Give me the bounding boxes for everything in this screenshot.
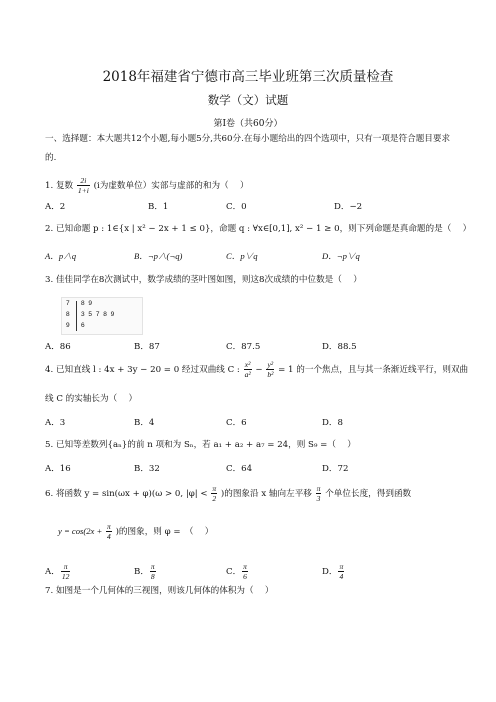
option-b: B．32: [134, 464, 160, 474]
question-stem: 如图是一个几何体的三视图，则该几何体的体积为（ ）: [55, 586, 274, 596]
fraction: [316, 484, 322, 503]
question-stem-mid: )的图象沿 x 轴向左平移: [220, 489, 312, 499]
option-c: C．0: [226, 202, 247, 212]
question-4-line-2: 线 C 的实轴长为（ ）: [45, 394, 138, 404]
stem-value: 7: [66, 300, 70, 307]
question-4: [45, 360, 468, 379]
question-number: 3.: [45, 275, 54, 285]
stem-value: 9: [66, 322, 70, 329]
fraction-denominator: 4: [107, 532, 111, 541]
fraction-denominator: a²: [244, 370, 251, 379]
option-a: A．3: [45, 418, 66, 428]
fraction: [211, 484, 217, 503]
option-c: C．64: [226, 464, 253, 474]
option-label: B．: [134, 567, 149, 577]
exam-subtitle: 数学（文）试题: [207, 93, 289, 107]
question-2: [45, 222, 471, 234]
option-label: D．: [322, 567, 338, 577]
leaf-values: 3 5 7 8 9: [81, 311, 115, 318]
fraction-numerator: π: [212, 484, 217, 493]
question-6-line-2: [58, 522, 213, 541]
question-number: 1.: [45, 181, 54, 191]
question-number: 4.: [45, 365, 54, 375]
stem-leaf-plot: [61, 297, 143, 335]
question-1: [45, 176, 249, 195]
question-stem: 佳佳同学在8次测试中，数学成绩的茎叶图如图，则这8次成绩的中位数是（ ）: [55, 275, 362, 285]
option-b: B．1: [148, 202, 169, 212]
fraction-numerator: π: [243, 562, 247, 571]
fraction-numerator: π: [150, 562, 155, 571]
fraction: [244, 360, 252, 379]
option-a: A．2: [45, 202, 66, 212]
fraction-numerator: y²: [267, 360, 274, 369]
fraction-numerator: 2i: [77, 176, 90, 186]
option-c: [226, 562, 249, 581]
fraction-denominator: 2: [212, 494, 217, 503]
leaf-values: 6: [81, 322, 85, 329]
fraction-denominator: 12: [61, 572, 70, 581]
question-stem-pre: 复数: [55, 181, 74, 191]
fraction: [150, 562, 156, 581]
fraction-numerator: x²: [244, 360, 251, 369]
question-5: [45, 438, 356, 450]
fraction-denominator: 4: [339, 572, 344, 581]
fraction-numerator: π: [316, 484, 321, 493]
question-stem: 已知命题 p : 1∈{x | x² − 2x + 1 ≤ 0}，命题 q : ∀x∈[0,1], x² − 1 ≥ 0，则下列命题是真命题的是（ ）: [55, 224, 472, 234]
fraction: [242, 562, 248, 581]
option-a: [45, 562, 71, 581]
option-d: D．72: [322, 464, 349, 474]
option-d: [322, 562, 345, 581]
leaf-values: 8 9: [81, 300, 93, 307]
question-stem-pre: 将函数 y = sin(ωx + φ)(ω > 0, |φ| <: [55, 489, 208, 499]
option-b: [134, 562, 157, 581]
stem-divider: [76, 301, 77, 331]
fraction: [266, 360, 274, 379]
fraction-denominator: 3: [316, 494, 321, 503]
question-number: 7.: [45, 586, 54, 596]
option-d: D．¬p∨q: [322, 251, 360, 261]
option-d: D．−2: [334, 202, 363, 212]
fraction-denominator: 8: [150, 572, 155, 581]
fraction: [106, 522, 112, 541]
fraction: [61, 562, 71, 581]
option-b: B．4: [134, 418, 155, 428]
question-number: 6.: [45, 489, 54, 499]
option-label: C．: [226, 567, 242, 577]
question-6: [45, 484, 411, 503]
question-stem-pre: 已知直线 l : 4x + 3y − 20 = 0 经过双曲线 C :: [55, 365, 240, 375]
stem-value: 8: [66, 311, 70, 318]
question-stem: 已知等差数列{aₙ}的前 n 项和为 Sₙ，若 a₁ + a₂ + a₇ = 24，则 S₉ =（ ）: [55, 440, 356, 450]
question-number: 2.: [45, 224, 54, 234]
option-d: D．8: [322, 418, 343, 428]
fraction-denominator: 1+i: [77, 186, 89, 195]
option-c: C．87.5: [226, 342, 261, 352]
option-c: C．6: [226, 418, 247, 428]
fraction: [77, 176, 90, 195]
option-a: A．86: [45, 342, 71, 352]
fraction-numerator: π: [107, 522, 111, 531]
question-stem-post: 个单位长度，得到函数: [325, 489, 412, 499]
section-instructions: 一、选择题：本大题共12个小题,每小题5分,共60分.在每小题给出的四个选项中，只有一项是符合题目要求的.: [45, 134, 451, 163]
question-number: 5.: [45, 440, 54, 450]
exam-title: 2018年福建省宁德市高三毕业班第三次质量检查: [102, 69, 394, 85]
formula-pre: y = cos(2x +: [58, 526, 103, 536]
fraction: [338, 562, 344, 581]
option-d: D．88.5: [322, 342, 357, 352]
question-stem-post: (i为虚数单位）实部与虚部的和为（ ）: [93, 181, 249, 191]
option-label: A．: [45, 567, 60, 577]
fraction-numerator: π: [61, 562, 71, 572]
fraction-denominator: b²: [267, 370, 274, 379]
fraction-numerator: π: [339, 562, 344, 571]
formula-post: )的图象，则 φ = （ ）: [115, 527, 214, 537]
fraction-denominator: 6: [243, 572, 247, 581]
part-heading: 第Ⅰ卷（共60分）: [213, 119, 283, 129]
option-b: B．¬p∧(¬q): [134, 251, 183, 261]
option-c: C．p∨q: [226, 251, 258, 261]
question-stem-post: = 1 的一个焦点，且与其一条渐近线平行，则双曲: [278, 365, 469, 375]
option-b: B．87: [134, 342, 160, 352]
question-3: [45, 273, 362, 285]
option-a: A．16: [45, 464, 71, 474]
option-a: A．p∧q: [45, 251, 77, 261]
question-7: [45, 584, 274, 596]
minus-sign: −: [255, 365, 263, 375]
